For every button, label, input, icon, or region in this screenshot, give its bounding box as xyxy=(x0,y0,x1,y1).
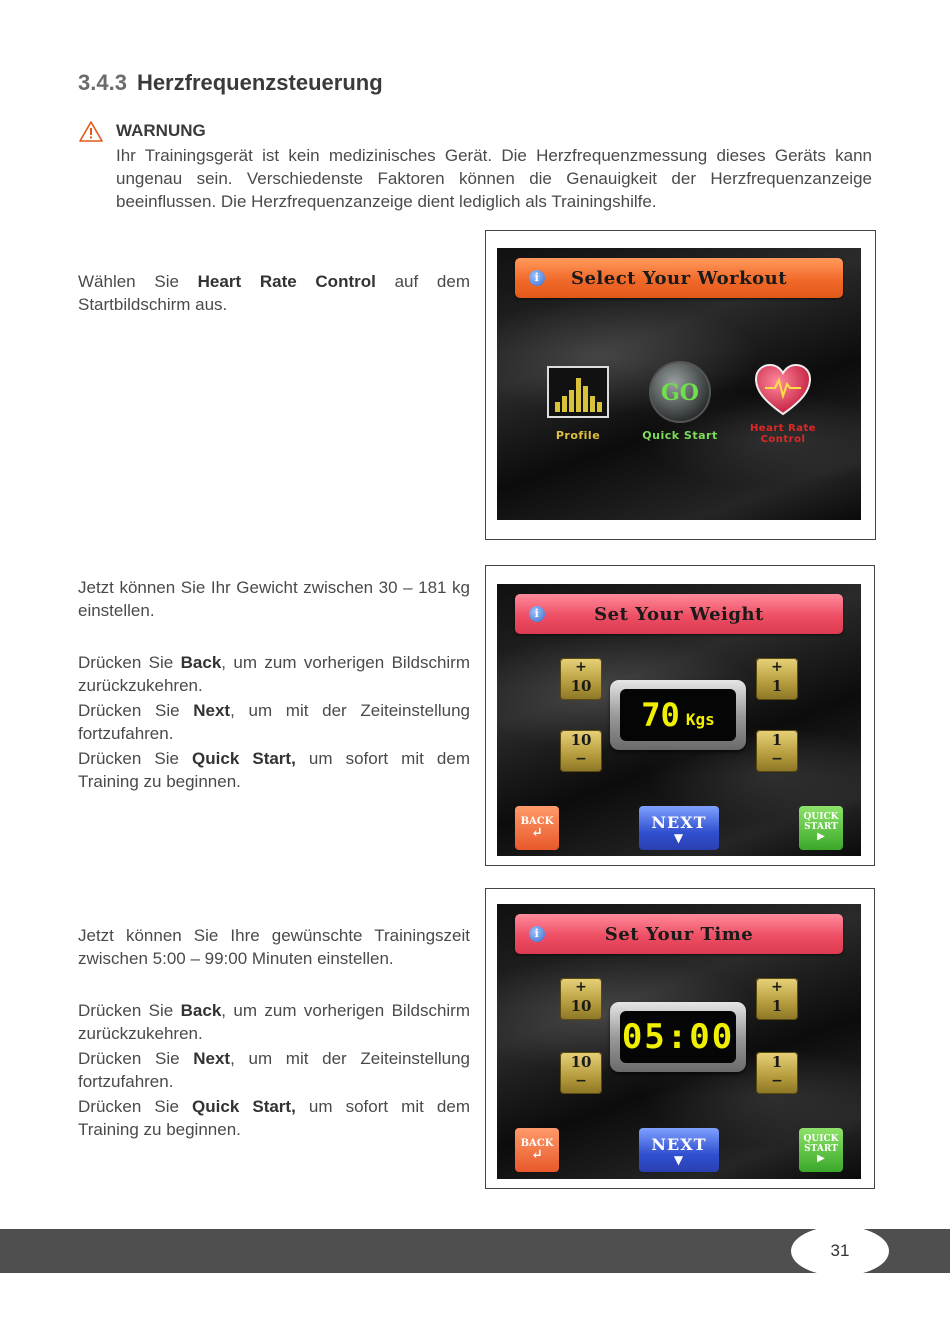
time-minus-10-button[interactable]: 10 − xyxy=(560,1052,602,1094)
workout-title-bar xyxy=(515,258,843,298)
weight-title: Set Your Weight xyxy=(594,603,764,625)
workout-title: Select Your Workout xyxy=(570,267,788,289)
time-value: 05:00 xyxy=(621,1017,735,1057)
warning-title: WARNUNG xyxy=(116,121,206,140)
time-plus-1-button[interactable]: + 1 xyxy=(756,978,798,1020)
info-icon[interactable]: i xyxy=(529,270,545,286)
time-minus-1-button[interactable]: 1 − xyxy=(756,1052,798,1094)
section-heading xyxy=(78,70,383,96)
weight-title-bar xyxy=(515,594,843,634)
page-number: 31 xyxy=(791,1226,889,1276)
weight-display xyxy=(610,680,746,750)
heart-rate-tile[interactable] xyxy=(745,364,821,445)
back-button[interactable]: BACK ↵ xyxy=(515,806,559,850)
weight-plus-1-button[interactable]: + 1 xyxy=(756,658,798,700)
info-icon[interactable]: i xyxy=(529,606,545,622)
screenshot-frame-weight xyxy=(485,565,875,866)
section-time-text: Jetzt können Sie Ihre gewünschte Trainingszeit zwischen 5:00 – 99:00 Minuten einstellen. Drücken Sie Back, um zum vorherigen Bildschirm zurückzukehren. Drücken Sie Next, um mit der Zeiteinstellung fortzufahren. Drücken Sie Quick Start, um sofort mit dem Training zu beginnen. xyxy=(78,926,470,1139)
time-title: Set Your Time xyxy=(604,923,754,945)
section-number: 3.4.3 xyxy=(78,70,127,95)
screen-set-time xyxy=(497,904,861,1179)
weight-value: 70 xyxy=(641,696,680,734)
weight-plus-10-button[interactable]: + 10 xyxy=(560,658,602,700)
go-text: GO xyxy=(661,380,699,406)
back-button[interactable]: BACK ↵ xyxy=(515,1128,559,1172)
next-button[interactable]: NEXT ▼ xyxy=(639,1128,719,1172)
quick-start-tile[interactable] xyxy=(635,360,725,442)
heart-icon xyxy=(755,364,811,416)
next-button[interactable]: NEXT ▼ xyxy=(639,806,719,850)
go-icon xyxy=(648,360,712,424)
time-intro: Jetzt können Sie Ihre gewünschte Trainingszeit zwischen 5:00 – 99:00 Minuten einstellen. xyxy=(78,926,470,968)
time-display xyxy=(610,1002,746,1072)
screenshot-frame-workout xyxy=(485,230,876,540)
warning-icon xyxy=(79,121,103,142)
screenshot-frame-time xyxy=(485,888,875,1189)
time-title-bar xyxy=(515,914,843,954)
time-plus-10-button[interactable]: + 10 xyxy=(560,978,602,1020)
weight-minus-1-button[interactable]: 1 − xyxy=(756,730,798,772)
quick-start-button[interactable]: QUICK START ▶ xyxy=(799,806,843,850)
profile-tile[interactable] xyxy=(543,366,613,442)
screen-select-workout xyxy=(497,248,861,520)
profile-bars-icon xyxy=(547,366,609,418)
profile-label: Profile xyxy=(555,429,601,442)
weight-unit: Kgs xyxy=(685,709,715,729)
info-icon[interactable]: i xyxy=(529,926,545,942)
weight-intro: Jetzt können Sie Ihr Gewicht zwischen 30 – 181 kg einstellen. xyxy=(78,578,470,620)
warning-text: Ihr Trainingsgerät ist kein medizinisches Gerät. Die Herzfrequenzmessung dieses Geräts kann ungenau sein. Verschiedenste Faktoren können die Genauigkeit der Herzfrequenzanzeige beeinflussen. Die Herzfrequenzanzeige dient lediglich als Trainingshilfe. xyxy=(116,146,872,211)
screen-set-weight xyxy=(497,584,861,856)
quick-start-label: Quick Start xyxy=(642,429,718,442)
heart-rate-label: Heart Rate Control xyxy=(749,423,817,445)
section-weight-text: Jetzt können Sie Ihr Gewicht zwischen 30 – 181 kg einstellen. Drücken Sie Back, um zum vorherigen Bildschirm zurückzukehren. Drücken Sie Next, um mit der Zeiteinstellung fortzufahren. Drücken Sie Quick Start, um sofort mit dem Training zu beginnen. xyxy=(78,578,470,791)
quick-start-button[interactable]: QUICK START ▶ xyxy=(799,1128,843,1172)
section-select-text: Wählen Sie Heart Rate Control auf dem Startbildschirm aus. xyxy=(78,272,470,314)
section-title: Herzfrequenzsteuerung xyxy=(136,70,383,95)
weight-minus-10-button[interactable]: 10 − xyxy=(560,730,602,772)
